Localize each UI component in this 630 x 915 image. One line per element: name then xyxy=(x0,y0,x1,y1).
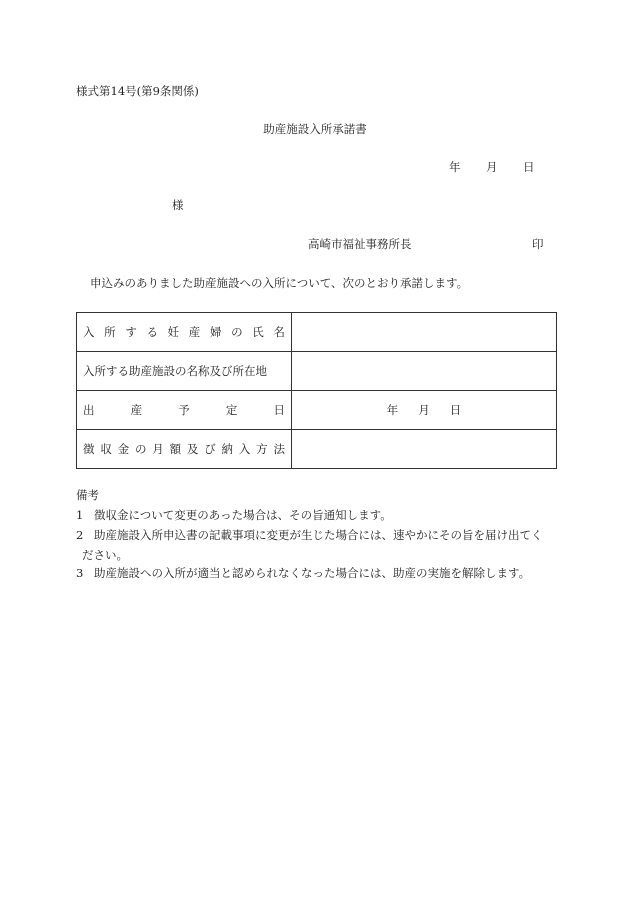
label-char: 所 xyxy=(104,325,116,339)
label-char: 収 xyxy=(100,442,112,456)
label-char: 名 xyxy=(273,325,285,339)
value-applicant-name[interactable] xyxy=(292,313,557,352)
label-char: 法 xyxy=(273,442,285,456)
label-char: 月 xyxy=(152,442,164,456)
addressee-honorific: 様 xyxy=(172,198,184,212)
table-row xyxy=(77,430,557,469)
label-char: る xyxy=(146,325,158,339)
seal-mark: 印 xyxy=(532,237,544,251)
label-char: 額 xyxy=(169,442,182,456)
note-text: 助産施設入所申込書の記載事項に変更が生じた場合には、速やかにその旨を届け出てく xyxy=(94,528,543,542)
form-number: 様式第14号(第9条関係) xyxy=(76,84,199,98)
label-char: 入 xyxy=(238,442,251,456)
spread-label xyxy=(83,402,285,418)
document-title: 助産施設入所承諾書 xyxy=(263,122,367,136)
label-char: 予 xyxy=(178,403,190,417)
label-char: 妊 xyxy=(167,325,180,339)
note-item xyxy=(76,526,560,565)
label-char: 徴 xyxy=(83,442,95,456)
label-char: の xyxy=(134,442,147,456)
issuer-name: 高崎市福祉事務所長 xyxy=(308,237,412,251)
label-char: 入 xyxy=(83,325,95,339)
note-text: 助産施設への入所が適当と認められなくなった場合には、助産の実施を解除します。 xyxy=(94,566,531,580)
due-year: 年 xyxy=(386,403,399,417)
label-char: 産 xyxy=(188,325,201,339)
spread-label xyxy=(83,441,285,457)
label-applicant-name xyxy=(77,313,292,352)
note-number: 3 xyxy=(76,566,84,580)
label-char: 金 xyxy=(117,442,130,456)
value-due-date[interactable] xyxy=(292,391,557,430)
table-row xyxy=(77,313,557,352)
intro-text: 申込みのありました助産施設への入所について、次のとおり承諾します。 xyxy=(90,276,469,290)
note-text: 徴収金について変更のあった場合は、その旨通知します。 xyxy=(94,508,392,522)
table-row xyxy=(77,352,557,391)
label-char: 納 xyxy=(221,442,233,456)
value-facility[interactable] xyxy=(292,352,557,391)
label-char: 出 xyxy=(83,403,95,417)
table-row xyxy=(77,391,557,430)
date-month: 月 xyxy=(486,160,498,174)
label-char: 氏 xyxy=(252,325,264,339)
label-char: 産 xyxy=(130,403,143,417)
note-item xyxy=(76,564,560,584)
due-day: 日 xyxy=(449,403,462,417)
label-char: 日 xyxy=(273,403,285,417)
label-char: 及 xyxy=(186,442,199,456)
notes-heading: 備考 xyxy=(76,488,99,502)
label-char: す xyxy=(125,325,137,339)
spread-label xyxy=(83,324,285,340)
label-char: び xyxy=(204,442,216,456)
label-fee xyxy=(77,430,292,469)
note-number: 1 xyxy=(76,508,84,522)
label-due-date xyxy=(77,391,292,430)
due-date-fields xyxy=(292,402,556,418)
label-char: の xyxy=(231,325,243,339)
date-year: 年 xyxy=(449,160,461,174)
label-char: 方 xyxy=(256,442,268,456)
note-item xyxy=(76,506,560,526)
label-char: 婦 xyxy=(209,325,222,339)
value-fee[interactable] xyxy=(292,430,557,469)
due-month: 月 xyxy=(418,403,430,417)
info-table xyxy=(76,312,557,469)
label-char: 定 xyxy=(225,403,238,417)
note-number: 2 xyxy=(76,528,84,542)
note-text-continued: ださい。 xyxy=(82,547,128,562)
date-day: 日 xyxy=(523,160,535,174)
label-facility: 入所する助産施設の名称及び所在地 xyxy=(77,352,292,391)
